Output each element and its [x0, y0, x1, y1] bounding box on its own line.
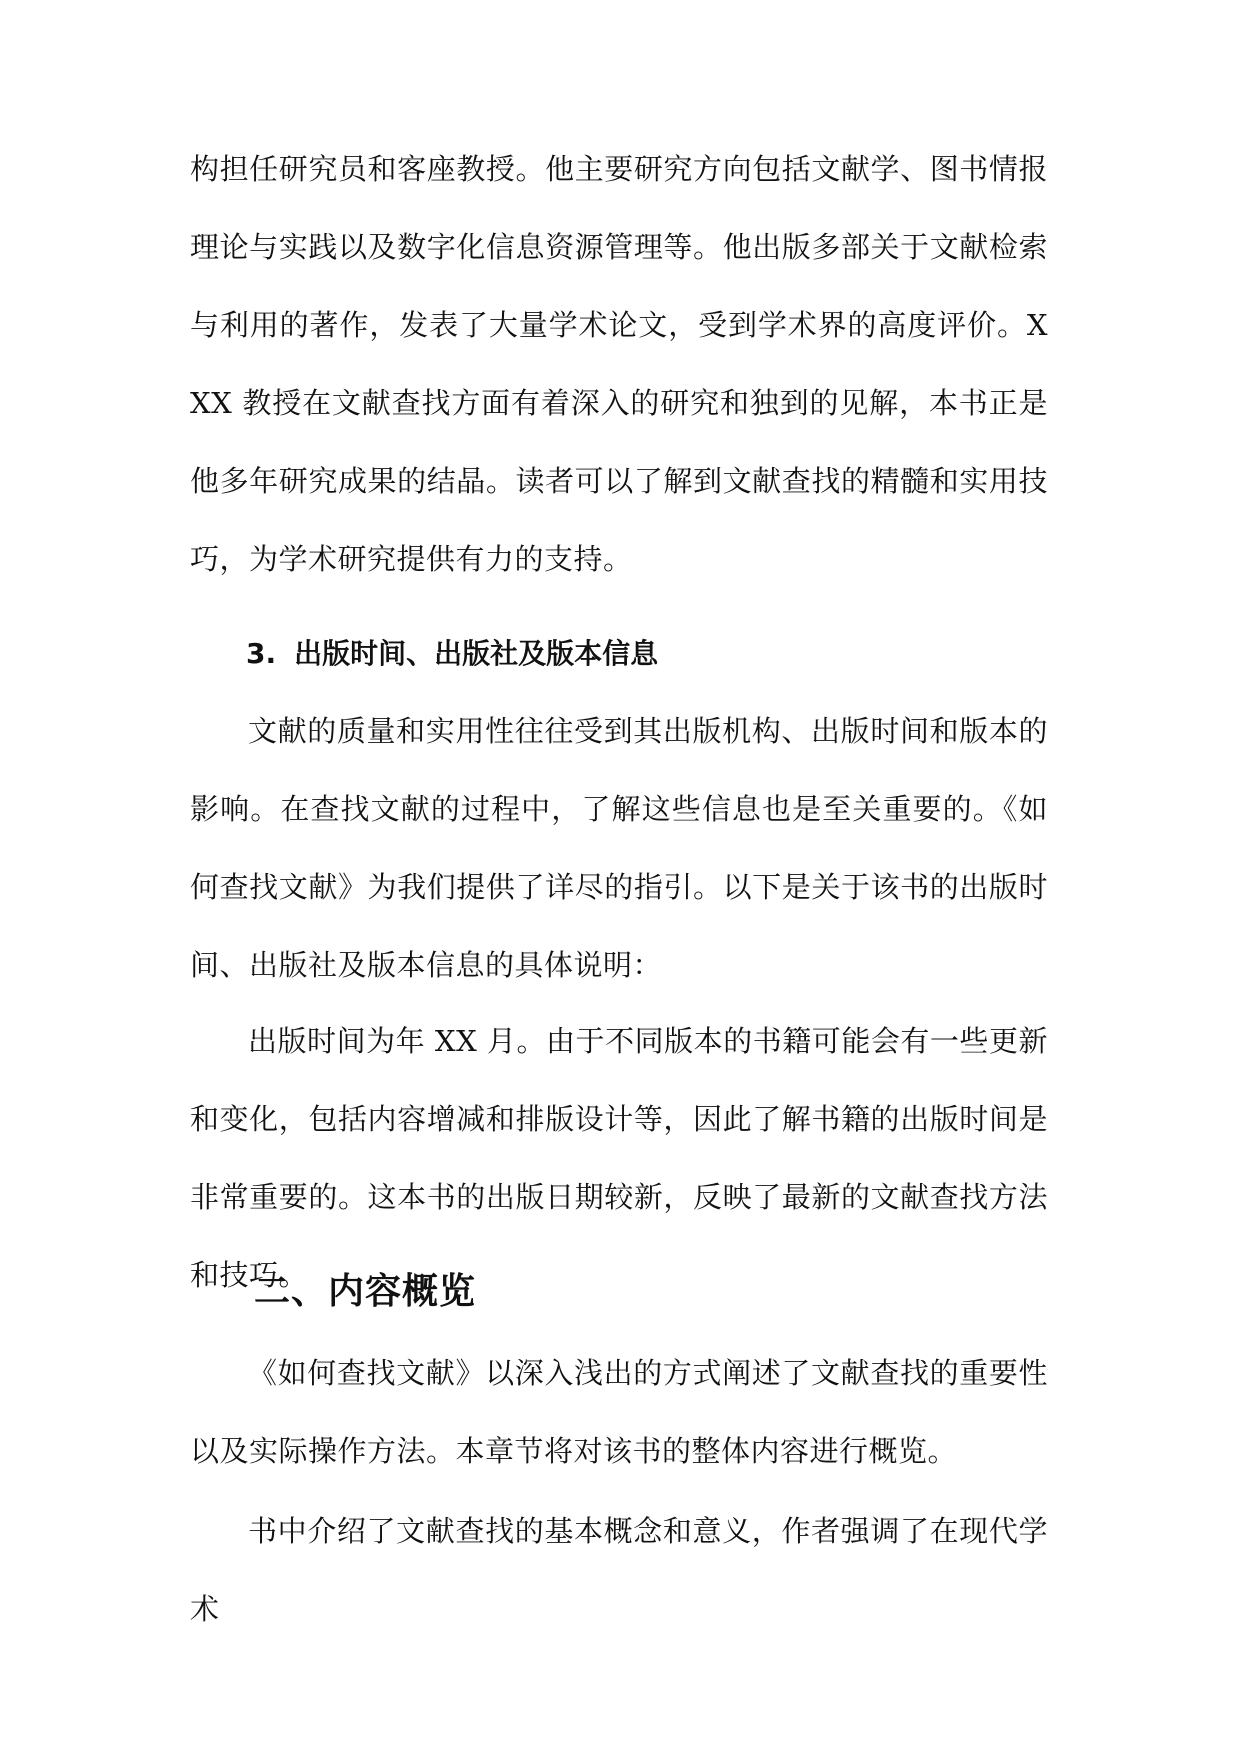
paragraph-author-continuation: 构担任研究员和客座教授。他主要研究方向包括文献学、图书情报理论与实践以及数字化信息资源管理等。他出版多部关于文献检索与利用的著作，发表了大量学术论文，受到学术界的高度评价。XXX 教授在文献查找方面有着深入的研究和独到的见解，本书正是他多年研究成果的结晶。读者可以了解到文献查找的精髓和实用技巧，为学术研究提供有力的支持。	[190, 152, 1048, 576]
subsection-title: 出版时间、出版社及版本信息	[294, 637, 659, 670]
paragraph-overview-concept: 书中介绍了文献查找的基本概念和意义，作者强调了在现代学术	[190, 1514, 1048, 1626]
paragraph-publication-time: 出版时间为年 XX 月。由于不同版本的书籍可能会有一些更新和变化，包括内容增减和排版设计等，因此了解书籍的出版时间是非常重要的。这本书的出版日期较新，反映了最新的文献查找方法和技巧。	[190, 1024, 1048, 1292]
subsection-number: 3.	[246, 637, 277, 670]
section-heading: 二、内容概览	[254, 1271, 477, 1312]
subsection-heading	[246, 632, 658, 676]
paragraph-publication-intro: 文献的质量和实用性往往受到其出版机构、出版时间和版本的影响。在查找文献的过程中，了解这些信息也是至关重要的。《如何查找文献》为我们提供了详尽的指引。以下是关于该书的出版时间、出版社及版本信息的具体说明：	[190, 714, 1048, 982]
paragraph-overview-intro: 《如何查找文献》以深入浅出的方式阐述了文献查找的重要性以及实际操作方法。本章节将对该书的整体内容进行概览。	[190, 1356, 1048, 1468]
